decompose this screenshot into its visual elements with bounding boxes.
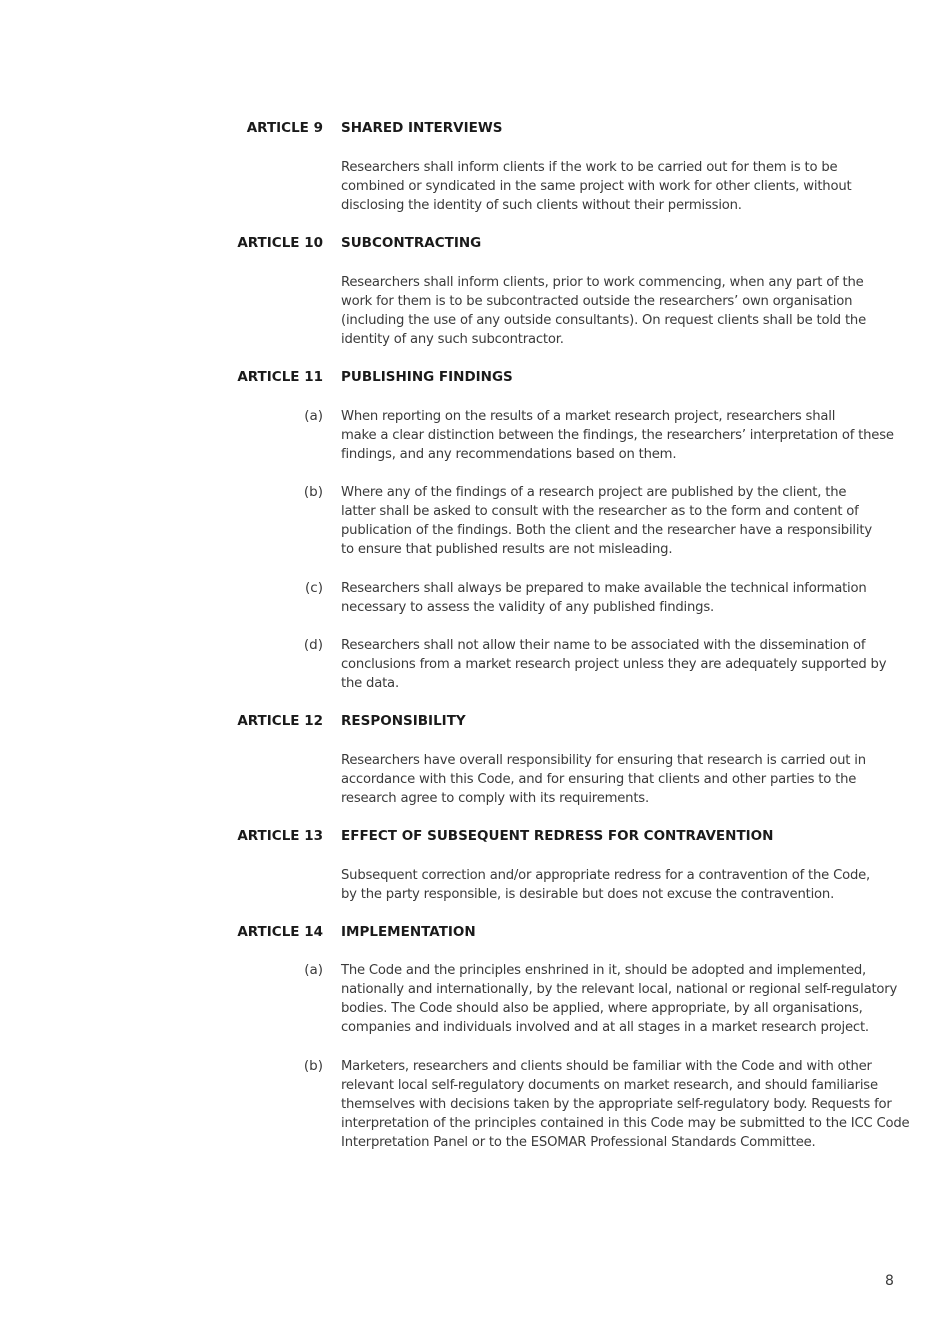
article-label: ARTICLE 13: [237, 828, 323, 844]
article-label: ARTICLE 14: [237, 924, 323, 940]
item-text: Researchers shall not allow their name to be associated with the dissemination of conclusions from a market research project unless they are adequately supported by the data.: [341, 638, 887, 692]
article-text: Researchers shall inform clients, prior to work commencing, when any part of the work for them is to be subcontracted outside the researchers’ own organisation (including the use of any outside consultants). On request clients shall be told the identity of any such subcontractor.: [341, 275, 867, 348]
article-title: RESPONSIBILITY: [341, 713, 466, 729]
item-text: The Code and the principles enshrined in it, should be adopted and implemented, nationally and internationally, by the relevant local, national or regional self-regulatory bodies. The Code should also be applied, where appropriate, by all organisations, companies and individuals involved and at all stages in a market research project.: [341, 963, 898, 1036]
item-marker: (c): [305, 580, 323, 596]
article-label: ARTICLE 10: [237, 235, 323, 251]
item-marker: (a): [304, 962, 323, 978]
item-marker: (b): [303, 484, 323, 500]
item-marker: (d): [303, 637, 323, 653]
article-text: Researchers shall inform clients if the work to be carried out for them is to be combined or syndicated in the same project with work for other clients, without disclosing the identity of such clients without their permission.: [341, 160, 852, 214]
article-title: PUBLISHING FINDINGS: [341, 369, 513, 385]
item-text: Marketers, researchers and clients should be familiar with the Code and with other relevant local self-regulatory documents on market research, and should familiarise themselves with decisions taken by the appropriate self-regulatory body. Requests for interpretation of the principles contained in this Code may be submitted to the ICC Code Interpretation Panel or to the ESOMAR Professional Standards Committee.: [341, 1059, 910, 1151]
article-title: EFFECT OF SUBSEQUENT REDRESS FOR CONTRAVENTION: [341, 828, 774, 844]
article-text: Researchers have overall responsibility for ensuring that research is carried out in accordance with this Code, and for ensuring that clients and other parties to the research agree to comply with its requirements.: [341, 753, 866, 807]
item-text: Researchers shall always be prepared to make available the technical information necessary to assess the validity of any published findings.: [341, 581, 867, 616]
item-marker: (a): [304, 408, 323, 424]
page-number: 8: [885, 1273, 894, 1289]
article-title: SUBCONTRACTING: [341, 235, 482, 251]
article-label: ARTICLE 11: [237, 369, 323, 385]
article-label: ARTICLE 9: [246, 120, 323, 136]
article-text: Subsequent correction and/or appropriate redress for a contravention of the Code, by the party responsible, is desirable but does not excuse the contravention.: [341, 868, 871, 903]
article-label: ARTICLE 12: [237, 713, 323, 729]
article-title: SHARED INTERVIEWS: [341, 120, 503, 136]
item-text: Where any of the findings of a research project are published by the client, the latter shall be asked to consult with the researcher as to the form and content of publication of the findings. Both the client and the researcher have a responsibility to ensure that published results are not misleading.: [341, 485, 872, 558]
item-text: When reporting on the results of a market research project, researchers shall make a clear distinction between the findings, the researchers’ interpretation of these findings, and any recommendations based on them.: [341, 409, 894, 463]
item-marker: (b): [303, 1058, 323, 1074]
article-title: IMPLEMENTATION: [341, 924, 476, 940]
